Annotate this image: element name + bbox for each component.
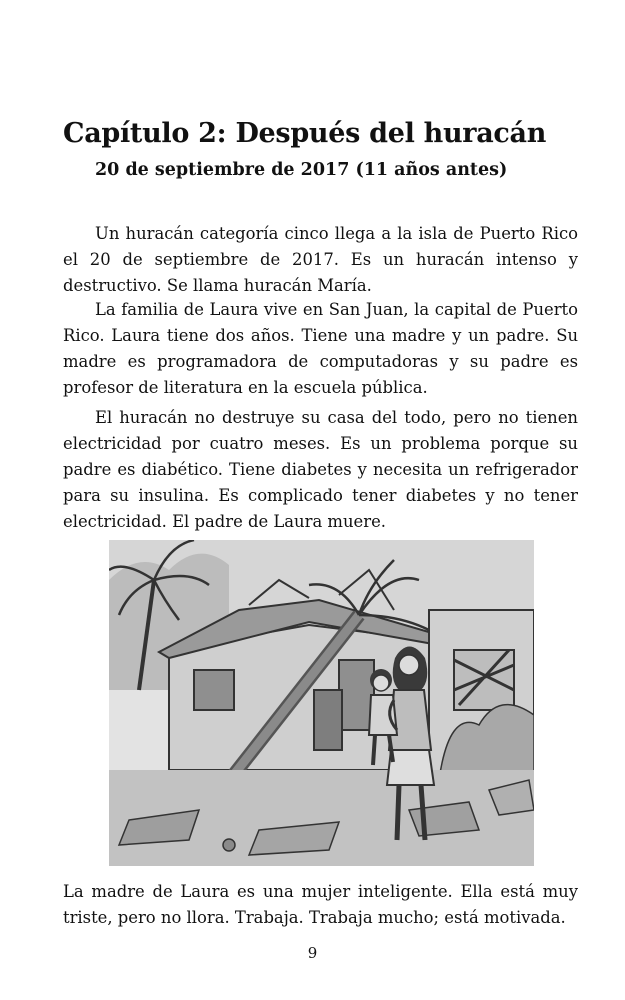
page-number: 9	[307, 944, 318, 962]
hurricane-illustration-drawing	[109, 540, 534, 866]
hurricane-illustration	[109, 540, 534, 866]
paragraph-4: La madre de Laura es una mujer inteligente. Ella está muy triste, pero no llora. Trabaja. Trabaja mucho; está motivada.	[63, 882, 578, 927]
paragraph-1: Un huracán categoría cinco llega a la isla de Puerto Rico el 20 de septiembre de 2017. Es un huracán intenso y destructivo. Se llama huracán María.	[63, 224, 578, 295]
chapter-date-line: 20 de septiembre de 2017 (11 años antes)	[95, 160, 508, 180]
paragraph-3: El huracán no destruye su casa del todo, pero no tienen electricidad por cuatro meses. Es un problema porque su padre es diabético. Tiene diabetes y necesita un refrigerador para su insulina. Es complicado tener diabetes y no tener electricidad. El padre de Laura muere.	[63, 408, 578, 531]
chapter-title: Capítulo 2: Después del huracán	[63, 118, 547, 149]
paragraph-2: La familia de Laura vive en San Juan, la capital de Puerto Rico. Laura tiene dos años. Tiene una madre y un padre. Su madre es programadora de computadoras y su padre es profesor de literatura en la escuela pública.	[63, 300, 578, 397]
